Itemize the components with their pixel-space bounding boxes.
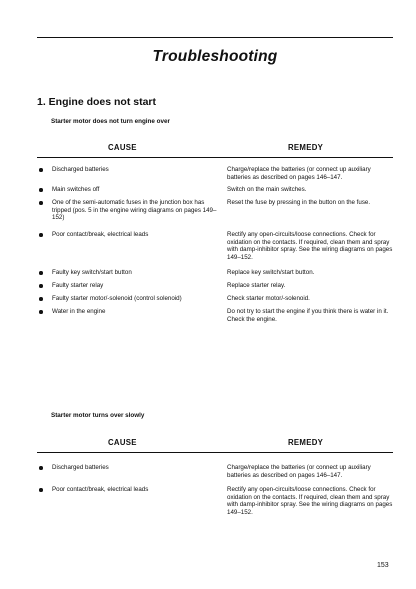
remedy-text: Charge/replace the batteries (or connect up auxiliary batteries as described on pages 146–147. bbox=[227, 464, 371, 479]
bullet-icon bbox=[39, 466, 43, 470]
cause-text: Water in the engine bbox=[52, 308, 106, 315]
cause-column-header-2: CAUSE bbox=[108, 438, 137, 447]
remedy-column-header-1: REMEDY bbox=[288, 143, 324, 152]
header-rule-1 bbox=[37, 157, 393, 158]
subsection-heading-1: Starter motor does not turn engine over bbox=[51, 118, 170, 125]
cause-text: Main switches off bbox=[52, 186, 100, 193]
cause-text: Poor contact/break, electrical leads bbox=[52, 486, 149, 493]
remedy-text: Replace starter relay. bbox=[227, 282, 286, 289]
bullet-icon bbox=[39, 271, 43, 275]
page-title: Troubleshooting bbox=[152, 48, 278, 65]
remedy-text: Do not try to start the engine if you think there is water in it. Check the engine. bbox=[227, 308, 389, 323]
cause-column-header-1: CAUSE bbox=[108, 143, 137, 152]
cause-text: Faulty starter relay bbox=[52, 282, 104, 289]
bullet-icon bbox=[39, 168, 43, 172]
section-heading: 1. Engine does not start bbox=[37, 96, 157, 108]
header-rule-2 bbox=[37, 452, 393, 453]
cause-text: Faulty key switch/start button bbox=[52, 269, 132, 276]
cause-text: One of the semi-automatic fuses in the junction box has tripped (pos. 5 in the engine wiring diagrams on pages 149–152) bbox=[52, 199, 217, 222]
remedy-column-header-2: REMEDY bbox=[288, 438, 324, 447]
bullet-icon bbox=[39, 297, 43, 301]
top-rule bbox=[37, 37, 393, 38]
bullet-icon bbox=[39, 488, 43, 492]
remedy-text: Reset the fuse by pressing in the button on the fuse. bbox=[227, 199, 371, 206]
remedy-text: Rectify any open-circuits/loose connections. Check for oxidation on the contacts. If required, clean them and spray with damp-inhibitor spray. See the wiring diagrams on pages 149–152. bbox=[227, 486, 393, 516]
cause-text: Discharged batteries bbox=[52, 464, 109, 471]
cause-text: Faulty starter motor/-solenoid (control solenoid) bbox=[52, 295, 182, 302]
remedy-text: Check starter motor/-solenoid. bbox=[227, 295, 310, 302]
bullet-icon bbox=[39, 284, 43, 288]
bullet-icon bbox=[39, 201, 43, 205]
remedy-text: Replace key switch/start button. bbox=[227, 269, 315, 276]
remedy-text: Rectify any open-circuits/loose connections. Check for oxidation on the contacts. If required, clean them and spray with damp-inhibitor spray. See the wiring diagrams on pages 149–152. bbox=[227, 231, 393, 261]
bullet-icon bbox=[39, 310, 43, 314]
subsection-heading-2: Starter motor turns over slowly bbox=[51, 412, 145, 419]
page-number: 153 bbox=[377, 562, 389, 569]
cause-text: Poor contact/break, electrical leads bbox=[52, 231, 149, 238]
remedy-text: Charge/replace the batteries (or connect up auxiliary batteries as described on pages 146–147. bbox=[227, 166, 371, 181]
bullet-icon bbox=[39, 233, 43, 237]
remedy-text: Switch on the main switches. bbox=[227, 186, 307, 193]
cause-text: Discharged batteries bbox=[52, 166, 109, 173]
bullet-icon bbox=[39, 188, 43, 192]
